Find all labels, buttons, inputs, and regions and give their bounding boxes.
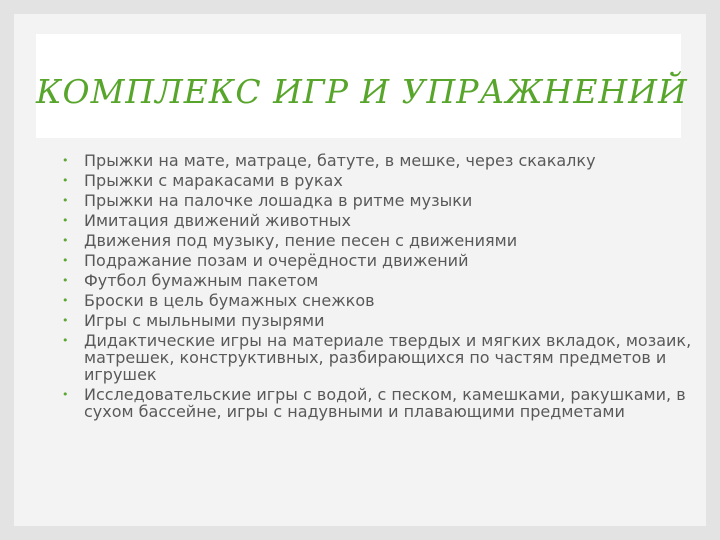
bullet-icon: • xyxy=(62,334,69,347)
list-item xyxy=(52,252,692,269)
bullet-icon: • xyxy=(62,154,69,167)
list-item-text: Подражание позам и очерёдности движений xyxy=(84,251,469,270)
list-item xyxy=(52,152,692,169)
bullet-icon: • xyxy=(62,254,69,267)
slide xyxy=(14,14,706,526)
list-item-text: Дидактические игры на материале твердых и мягких вкладок, мозаик, матрешек, конструктивных, разбирающихся по частям предметов и игрушек xyxy=(84,331,692,384)
list-item xyxy=(52,232,692,249)
list-item-text: Игры с мыльными пузырями xyxy=(84,311,325,330)
list-item-text: Исследовательские игры с водой, с песком, камешками, ракушками, в сухом бассейне, игры с надувными и плавающими предметами xyxy=(84,385,686,421)
list-item-text: Прыжки с маракасами в руках xyxy=(84,171,343,190)
list-item xyxy=(52,272,692,289)
bullet-icon: • xyxy=(62,214,69,227)
list-item-text: Прыжки на мате, матраце, батуте, в мешке, через скакалку xyxy=(84,151,596,170)
list-item xyxy=(52,332,692,383)
list-item xyxy=(52,292,692,309)
bullet-icon: • xyxy=(62,174,69,187)
list-item-text: Футбол бумажным пакетом xyxy=(84,271,319,290)
bullet-icon: • xyxy=(62,388,69,401)
list-item-text: Движения под музыку, пение песен с движениями xyxy=(84,231,518,250)
list-item xyxy=(52,192,692,209)
bullet-icon: • xyxy=(62,194,69,207)
bullet-icon: • xyxy=(62,234,69,247)
list-item xyxy=(52,386,692,420)
slide-title: КОМПЛЕКС ИГР И УПРАЖНЕНИЙ xyxy=(36,72,688,111)
bullet-icon: • xyxy=(62,294,69,307)
list-item-text: Броски в цель бумажных снежков xyxy=(84,291,375,310)
list-item xyxy=(52,212,692,229)
list-item xyxy=(52,312,692,329)
title-box xyxy=(36,34,688,138)
list-item-text: Прыжки на палочке лошадка в ритме музыки xyxy=(84,191,473,210)
list-item xyxy=(52,172,692,189)
bullet-icon: • xyxy=(62,314,69,327)
bullet-list xyxy=(52,152,692,423)
list-item-text: Имитация движений животных xyxy=(84,211,351,230)
bullet-icon: • xyxy=(62,274,69,287)
